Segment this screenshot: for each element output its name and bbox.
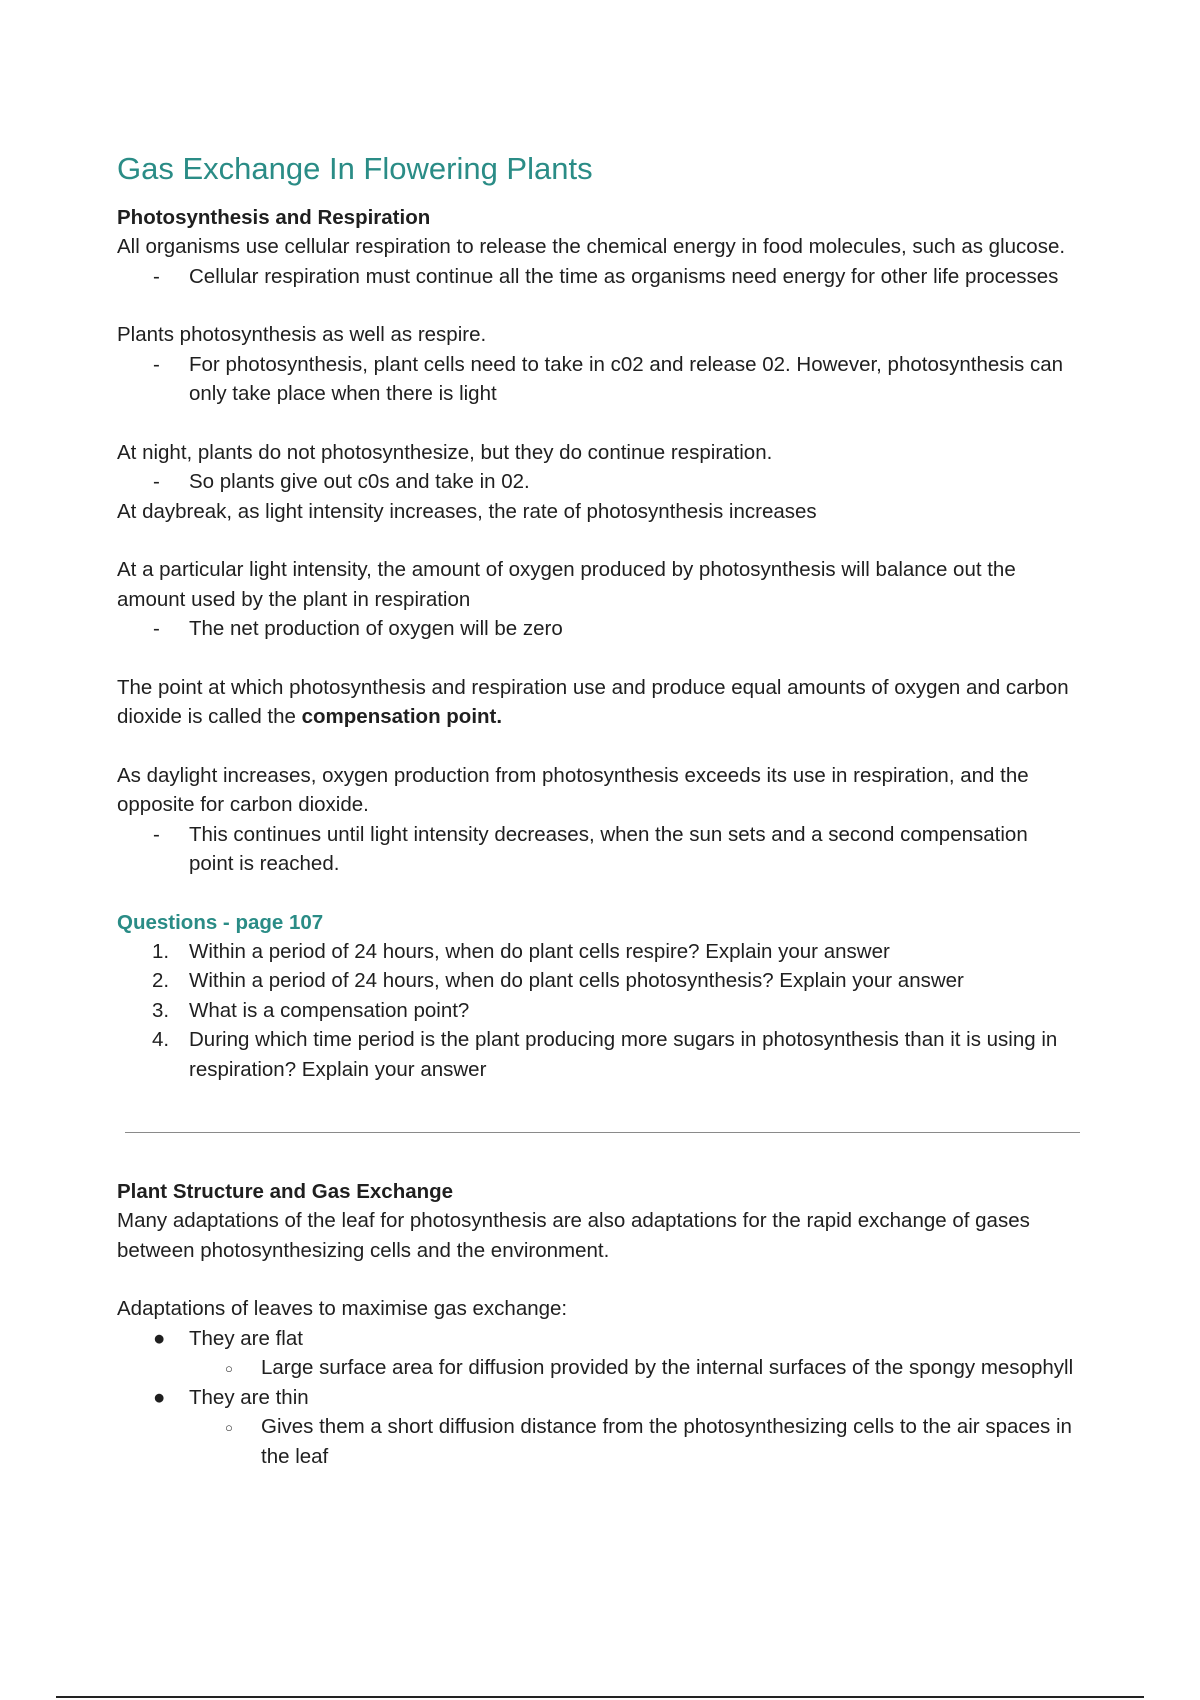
paragraph: Plants photosynthesis as well as respire. bbox=[117, 323, 487, 347]
bullet-marker: ● bbox=[153, 1385, 166, 1409]
dash-marker: - bbox=[153, 470, 160, 494]
list-item bbox=[117, 614, 1077, 644]
list-item bbox=[117, 467, 1077, 497]
question-text: During which time period is the plant producing more sugars in photosynthesis than it is using in respiration? Explain your answer bbox=[189, 1028, 1058, 1081]
sub-list-item bbox=[117, 1353, 1077, 1383]
page-bottom-rule bbox=[56, 1696, 1144, 1698]
question-number: 1. bbox=[152, 939, 170, 963]
adaptations-list bbox=[117, 1324, 1077, 1472]
question-number: 4. bbox=[152, 1028, 170, 1052]
paragraph: At a particular light intensity, the amount of oxygen produced by photosynthesis will balance out the amount used by the plant in respiration bbox=[117, 558, 1016, 611]
paragraph: At daybreak, as light intensity increases, the rate of photosynthesis increases bbox=[117, 499, 817, 523]
dash-list bbox=[117, 614, 1077, 644]
question-item bbox=[117, 996, 1077, 1026]
dash-marker: - bbox=[153, 617, 160, 641]
dash-list bbox=[117, 467, 1077, 497]
list-item bbox=[117, 1324, 1077, 1354]
list-item bbox=[117, 350, 1077, 409]
question-text: Within a period of 24 hours, when do plant cells respire? Explain your answer bbox=[189, 939, 890, 963]
document-content bbox=[117, 150, 1077, 1471]
dash-list bbox=[117, 820, 1077, 879]
circle-marker: ○ bbox=[225, 1420, 233, 1436]
list-item bbox=[117, 262, 1077, 292]
dash-list bbox=[117, 350, 1077, 409]
question-text: What is a compensation point? bbox=[189, 998, 470, 1022]
question-number: 3. bbox=[152, 998, 170, 1022]
question-item bbox=[117, 937, 1077, 967]
list-item-text: This continues until light intensity decreases, when the sun sets and a second compensation point is reached. bbox=[189, 822, 1028, 876]
bullet-marker: ● bbox=[153, 1326, 166, 1350]
list-item-text: Cellular respiration must continue all the time as organisms need energy for other life processes bbox=[189, 264, 1059, 288]
list-item-text: For photosynthesis, plant cells need to take in c02 and release 02. However, photosynthesis can only take place when there is light bbox=[189, 352, 1064, 406]
question-number: 2. bbox=[152, 969, 170, 993]
list-item-text: Large surface area for diffusion provided by the internal surfaces of the spongy mesophyll bbox=[261, 1356, 1074, 1380]
horizontal-divider bbox=[125, 1132, 1080, 1133]
paragraph: As daylight increases, oxygen production from photosynthesis exceeds its use in respiration, and the opposite for carbon dioxide. bbox=[117, 763, 1029, 817]
paragraph: All organisms use cellular respiration to release the chemical energy in food molecules, such as glucose. bbox=[117, 235, 1066, 259]
list-item-text: Gives them a short diffusion distance from the photosynthesizing cells to the air spaces in the leaf bbox=[261, 1415, 1072, 1468]
question-item bbox=[117, 966, 1077, 996]
paragraph-text: The point at which photosynthesis and respiration use and produce equal amounts of oxygen and carbon dioxide is called the bbox=[117, 675, 1069, 729]
list-item-text: They are thin bbox=[189, 1385, 309, 1409]
page-title: Gas Exchange In Flowering Plants bbox=[117, 151, 593, 186]
list-item-text: So plants give out c0s and take in 02. bbox=[189, 470, 530, 494]
list-item-text: They are flat bbox=[189, 1326, 303, 1350]
sub-list-item bbox=[117, 1412, 1077, 1471]
paragraph-compensation-point bbox=[117, 673, 1077, 732]
question-text: Within a period of 24 hours, when do plant cells photosynthesis? Explain your answer bbox=[189, 969, 964, 993]
list-item bbox=[117, 820, 1077, 879]
dash-marker: - bbox=[153, 264, 160, 288]
section-heading-photosynthesis: Photosynthesis and Respiration bbox=[117, 206, 431, 230]
circle-marker: ○ bbox=[225, 1361, 233, 1377]
dash-marker: - bbox=[153, 822, 160, 846]
questions-heading: Questions - page 107 bbox=[117, 910, 324, 934]
list-item bbox=[117, 1383, 1077, 1413]
dash-marker: - bbox=[153, 352, 160, 376]
paragraph: Many adaptations of the leaf for photosynthesis are also adaptations for the rapid exchange of gases between photosynthesizing cells and the environment. bbox=[117, 1209, 1030, 1262]
list-item-text: The net production of oxygen will be zero bbox=[189, 617, 563, 641]
questions-list bbox=[117, 937, 1077, 1085]
dash-list bbox=[117, 262, 1077, 292]
paragraph: Adaptations of leaves to maximise gas exchange: bbox=[117, 1297, 568, 1321]
section-heading-plant-structure: Plant Structure and Gas Exchange bbox=[117, 1180, 454, 1204]
question-item bbox=[117, 1025, 1077, 1084]
bold-term: compensation point. bbox=[301, 705, 503, 729]
paragraph: At night, plants do not photosynthesize, but they do continue respiration. bbox=[117, 440, 773, 464]
